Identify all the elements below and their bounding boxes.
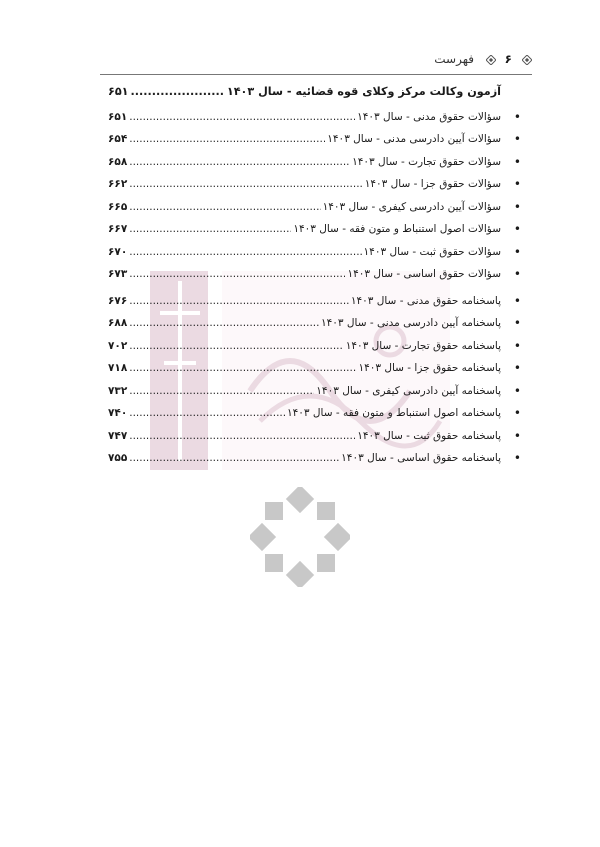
toc-entry[interactable] xyxy=(108,447,521,470)
dot-leader xyxy=(129,133,325,145)
toc-entry-label: سؤالات آیین دادرسی کیفری - سال ۱۴۰۳ xyxy=(322,200,501,213)
bullet-icon: • xyxy=(513,316,521,330)
toc-entry[interactable] xyxy=(108,173,521,196)
toc-entry-page: ۶۷۶ xyxy=(108,294,128,307)
toc-entry[interactable] xyxy=(108,290,521,313)
diamond-ornament-icon xyxy=(522,55,532,65)
dot-leader xyxy=(129,111,355,123)
toc-entry-page: ۶۶۲ xyxy=(108,178,128,191)
page-header xyxy=(100,50,532,72)
dot-leader xyxy=(129,430,355,442)
toc-entry-page: ۶۸۸ xyxy=(108,317,128,330)
dot-leader xyxy=(129,156,350,168)
bullet-icon: • xyxy=(513,267,521,281)
bullet-icon: • xyxy=(513,154,521,169)
toc-entry[interactable] xyxy=(108,218,521,241)
dot-leader xyxy=(129,201,320,213)
toc-section-heading[interactable] xyxy=(108,80,501,103)
toc-entry-label: پاسخنامه حقوق جزا - سال ۱۴۰۳ xyxy=(358,362,501,375)
dot-leader xyxy=(129,452,339,464)
toc-entry-page: ۶۶۵ xyxy=(108,200,128,213)
toc-entry-page: ۶۵۴ xyxy=(108,133,128,146)
toc-entry-label: سؤالات حقوق ثبت - سال ۱۴۰۳ xyxy=(363,245,501,258)
toc-entry[interactable] xyxy=(108,380,521,403)
bullet-icon: • xyxy=(513,222,521,236)
bullet-icon: • xyxy=(513,406,521,420)
bullet-icon: • xyxy=(513,109,521,124)
toc-entry[interactable] xyxy=(108,241,521,264)
toc-entry-page: ۷۰۲ xyxy=(108,339,128,352)
running-title: فهرست xyxy=(434,52,474,66)
toc-entry-page: ۶۶۷ xyxy=(108,223,128,236)
bullet-icon: • xyxy=(513,244,521,259)
table-of-contents xyxy=(108,80,521,470)
toc-entry-page: ۶۵۱ xyxy=(108,84,129,98)
header-rule xyxy=(100,74,532,75)
toc-entry-label: سؤالات حقوق جزا - سال ۱۴۰۳ xyxy=(364,178,501,191)
bullet-icon: • xyxy=(513,338,521,353)
toc-entry-page: ۷۳۲ xyxy=(108,384,128,397)
toc-entry[interactable] xyxy=(108,402,521,425)
toc-entry-page: ۷۵۵ xyxy=(108,452,128,465)
toc-entry[interactable] xyxy=(108,106,521,129)
toc-entry-label: پاسخنامه آیین دادرسی مدنی - سال ۱۴۰۳ xyxy=(320,317,501,330)
toc-entry-label: سؤالات حقوق تجارت - سال ۱۴۰۳ xyxy=(352,155,501,168)
toc-entry-label: سؤالات حقوق مدنی - سال ۱۴۰۳ xyxy=(357,110,501,123)
toc-entry-label: سؤالات آیین دادرسی مدنی - سال ۱۴۰۳ xyxy=(327,133,501,146)
dot-leader xyxy=(129,178,363,190)
dot-leader xyxy=(129,385,314,397)
toc-entry-page: ۶۷۰ xyxy=(108,245,128,258)
bullet-icon: • xyxy=(513,428,521,443)
bullet-icon: • xyxy=(513,451,521,465)
toc-entry-label: سؤالات اصول استنباط و متون فقه - سال ۱۴۰۳ xyxy=(293,223,501,236)
dot-leader xyxy=(129,317,319,329)
toc-entry-label: پاسخنامه آیین دادرسی کیفری - سال ۱۴۰۳ xyxy=(316,384,501,397)
toc-entry-label: پاسخنامه حقوق اساسی - سال ۱۴۰۳ xyxy=(341,452,501,465)
toc-entry-page: ۶۵۸ xyxy=(108,155,128,168)
toc-entry-label: پاسخنامه حقوق تجارت - سال ۱۴۰۳ xyxy=(345,339,501,352)
toc-entry[interactable] xyxy=(108,335,521,358)
dot-leader xyxy=(131,85,225,98)
bullet-icon: • xyxy=(513,199,521,214)
dot-leader xyxy=(129,246,361,258)
dot-leader xyxy=(129,340,344,352)
bullet-icon: • xyxy=(513,293,521,308)
toc-entry[interactable] xyxy=(108,128,521,151)
toc-entry-label: پاسخنامه اصول استنباط و متون فقه - سال ۱۴۰۳ xyxy=(287,407,501,420)
toc-entry-page: ۷۱۸ xyxy=(108,362,128,375)
dot-leader xyxy=(129,407,285,419)
toc-entry-page: ۷۴۷ xyxy=(108,429,128,442)
star-octagon-ornament xyxy=(250,487,350,587)
dot-leader xyxy=(129,268,345,280)
page-number: ۶ xyxy=(504,52,512,66)
toc-entry[interactable] xyxy=(108,151,521,174)
toc-entry-page: ۶۷۳ xyxy=(108,268,128,281)
toc-entry-label: پاسخنامه حقوق ثبت - سال ۱۴۰۳ xyxy=(357,429,501,442)
dot-leader xyxy=(129,362,356,374)
toc-entry-page: ۷۴۰ xyxy=(108,407,128,420)
toc-entry[interactable] xyxy=(108,357,521,380)
bullet-icon: • xyxy=(513,383,521,398)
toc-entry-label: سؤالات حقوق اساسی - سال ۱۴۰۳ xyxy=(347,268,501,281)
toc-entry-page: ۶۵۱ xyxy=(108,110,128,123)
toc-entry[interactable] xyxy=(108,312,521,335)
dot-leader xyxy=(129,223,291,235)
bullet-icon: • xyxy=(513,361,521,375)
toc-entry[interactable] xyxy=(108,263,521,286)
toc-entry[interactable] xyxy=(108,425,521,448)
dot-leader xyxy=(129,295,349,307)
toc-entry-label: پاسخنامه حقوق مدنی - سال ۱۴۰۳ xyxy=(350,294,501,307)
toc-entry[interactable] xyxy=(108,196,521,219)
bullet-icon: • xyxy=(513,177,521,191)
bullet-icon: • xyxy=(513,132,521,146)
diamond-ornament-icon xyxy=(486,55,496,65)
toc-entry-label: آزمون وکالت مرکز وکلای قوه قضائیه - سال ۱۴۰۳ xyxy=(226,84,501,98)
